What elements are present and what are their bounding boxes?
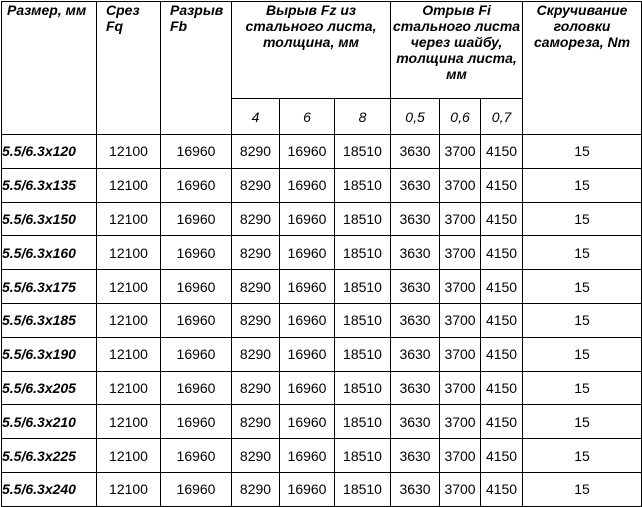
table-row [2, 202, 642, 236]
cell-pullout-6: 16960 [280, 270, 335, 304]
cell-pullout-4: 8290 [232, 439, 280, 473]
cell-size: 5.5/6.3x160 [2, 236, 97, 270]
cell-pullout-8: 18510 [335, 303, 391, 337]
cell-pullthrough-05: 3630 [391, 371, 440, 405]
cell-pullthrough-06: 3700 [440, 405, 481, 439]
cell-shear: 12100 [97, 168, 161, 202]
cell-break: 16960 [161, 371, 232, 405]
cell-size: 5.5/6.3x190 [2, 337, 97, 371]
cell-pullout-8: 18510 [335, 270, 391, 304]
pullout-thickness-4: 4 [232, 99, 280, 135]
cell-break: 16960 [161, 303, 232, 337]
cell-shear: 12100 [97, 303, 161, 337]
cell-pullthrough-05: 3630 [391, 303, 440, 337]
cell-torsion: 15 [523, 337, 642, 371]
cell-size: 5.5/6.3x150 [2, 202, 97, 236]
cell-pullthrough-05: 3630 [391, 135, 440, 169]
cell-pullout-6: 16960 [280, 168, 335, 202]
cell-break: 16960 [161, 270, 232, 304]
pullout-thickness-8: 8 [335, 99, 391, 135]
cell-pullout-6: 16960 [280, 472, 335, 506]
cell-pullout-4: 8290 [232, 270, 280, 304]
cell-pullout-4: 8290 [232, 472, 280, 506]
table-row [2, 405, 642, 439]
cell-pullout-6: 16960 [280, 337, 335, 371]
cell-shear: 12100 [97, 472, 161, 506]
cell-pullout-6: 16960 [280, 236, 335, 270]
cell-pullout-4: 8290 [232, 236, 280, 270]
cell-break: 16960 [161, 337, 232, 371]
header-shear: Срез Fq [97, 2, 161, 135]
cell-pullthrough-06: 3700 [440, 439, 481, 473]
pullout-thickness-6: 6 [280, 99, 335, 135]
cell-break: 16960 [161, 472, 232, 506]
cell-torsion: 15 [523, 236, 642, 270]
cell-pullthrough-07: 4150 [481, 337, 523, 371]
cell-torsion: 15 [523, 439, 642, 473]
cell-pullthrough-05: 3630 [391, 270, 440, 304]
cell-pullthrough-06: 3700 [440, 236, 481, 270]
cell-pullthrough-07: 4150 [481, 135, 523, 169]
cell-pullthrough-05: 3630 [391, 202, 440, 236]
cell-torsion: 15 [523, 371, 642, 405]
cell-pullout-6: 16960 [280, 371, 335, 405]
cell-break: 16960 [161, 135, 232, 169]
table-row [2, 472, 642, 506]
cell-pullout-6: 16960 [280, 303, 335, 337]
cell-shear: 12100 [97, 439, 161, 473]
cell-pullout-6: 16960 [280, 202, 335, 236]
table-row [2, 371, 642, 405]
cell-pullthrough-06: 3700 [440, 371, 481, 405]
pullthrough-thickness-06: 0,6 [440, 99, 481, 135]
cell-shear: 12100 [97, 135, 161, 169]
cell-pullthrough-05: 3630 [391, 405, 440, 439]
cell-pullthrough-05: 3630 [391, 337, 440, 371]
cell-pullthrough-05: 3630 [391, 472, 440, 506]
cell-pullthrough-06: 3700 [440, 303, 481, 337]
cell-pullthrough-06: 3700 [440, 270, 481, 304]
table-row [2, 439, 642, 473]
table-row [2, 168, 642, 202]
cell-size: 5.5/6.3x210 [2, 405, 97, 439]
cell-pullthrough-07: 4150 [481, 270, 523, 304]
cell-pullout-4: 8290 [232, 405, 280, 439]
cell-pullout-8: 18510 [335, 371, 391, 405]
cell-pullthrough-06: 3700 [440, 337, 481, 371]
cell-shear: 12100 [97, 405, 161, 439]
cell-pullthrough-07: 4150 [481, 236, 523, 270]
cell-pullout-6: 16960 [280, 405, 335, 439]
table-row [2, 337, 642, 371]
cell-torsion: 15 [523, 270, 642, 304]
table-row [2, 236, 642, 270]
cell-pullout-8: 18510 [335, 135, 391, 169]
cell-pullout-4: 8290 [232, 337, 280, 371]
header-pullthrough: Отрыв Fi стального листа через шайбу, толщина листа, мм [391, 2, 523, 99]
cell-break: 16960 [161, 168, 232, 202]
cell-pullout-4: 8290 [232, 168, 280, 202]
cell-pullthrough-06: 3700 [440, 168, 481, 202]
cell-pullout-4: 8290 [232, 303, 280, 337]
pullthrough-thickness-05: 0,5 [391, 99, 440, 135]
table-row [2, 303, 642, 337]
cell-torsion: 15 [523, 303, 642, 337]
cell-pullthrough-07: 4150 [481, 405, 523, 439]
cell-pullout-6: 16960 [280, 135, 335, 169]
cell-shear: 12100 [97, 270, 161, 304]
header-break: Разрыв Fb [161, 2, 232, 135]
pullthrough-thickness-07: 0,7 [481, 99, 523, 135]
cell-pullthrough-07: 4150 [481, 472, 523, 506]
cell-break: 16960 [161, 405, 232, 439]
cell-pullout-8: 18510 [335, 168, 391, 202]
cell-torsion: 15 [523, 202, 642, 236]
header-pullout: Вырыв Fz из стального листа, толщина, мм [232, 2, 391, 99]
cell-size: 5.5/6.3x175 [2, 270, 97, 304]
header-size: Размер, мм [2, 2, 97, 135]
cell-pullthrough-07: 4150 [481, 439, 523, 473]
cell-pullout-8: 18510 [335, 439, 391, 473]
cell-size: 5.5/6.3x185 [2, 303, 97, 337]
cell-shear: 12100 [97, 337, 161, 371]
table-row [2, 270, 642, 304]
cell-shear: 12100 [97, 236, 161, 270]
cell-pullout-8: 18510 [335, 405, 391, 439]
cell-pullthrough-06: 3700 [440, 202, 481, 236]
cell-pullout-8: 18510 [335, 337, 391, 371]
cell-shear: 12100 [97, 202, 161, 236]
cell-torsion: 15 [523, 405, 642, 439]
cell-size: 5.5/6.3x205 [2, 371, 97, 405]
cell-size: 5.5/6.3x225 [2, 439, 97, 473]
cell-torsion: 15 [523, 135, 642, 169]
cell-torsion: 15 [523, 472, 642, 506]
cell-pullout-6: 16960 [280, 439, 335, 473]
cell-pullthrough-05: 3630 [391, 168, 440, 202]
cell-pullout-4: 8290 [232, 202, 280, 236]
cell-pullout-4: 8290 [232, 371, 280, 405]
cell-torsion: 15 [523, 168, 642, 202]
cell-break: 16960 [161, 202, 232, 236]
table-body [2, 135, 642, 507]
header-row [2, 2, 642, 99]
cell-pullthrough-07: 4150 [481, 371, 523, 405]
cell-pullthrough-06: 3700 [440, 472, 481, 506]
cell-size: 5.5/6.3x240 [2, 472, 97, 506]
cell-pullthrough-05: 3630 [391, 439, 440, 473]
cell-pullthrough-05: 3630 [391, 236, 440, 270]
cell-break: 16960 [161, 439, 232, 473]
cell-size: 5.5/6.3x135 [2, 168, 97, 202]
specs-table [1, 1, 642, 507]
cell-break: 16960 [161, 236, 232, 270]
cell-shear: 12100 [97, 371, 161, 405]
cell-pullthrough-07: 4150 [481, 303, 523, 337]
table-row [2, 135, 642, 169]
cell-pullthrough-06: 3700 [440, 135, 481, 169]
cell-pullthrough-07: 4150 [481, 202, 523, 236]
header-torsion: Скручивание головки самореза, Nm [523, 2, 642, 135]
cell-pullthrough-07: 4150 [481, 168, 523, 202]
cell-pullout-8: 18510 [335, 202, 391, 236]
cell-pullout-4: 8290 [232, 135, 280, 169]
cell-pullout-8: 18510 [335, 472, 391, 506]
cell-size: 5.5/6.3x120 [2, 135, 97, 169]
cell-pullout-8: 18510 [335, 236, 391, 270]
